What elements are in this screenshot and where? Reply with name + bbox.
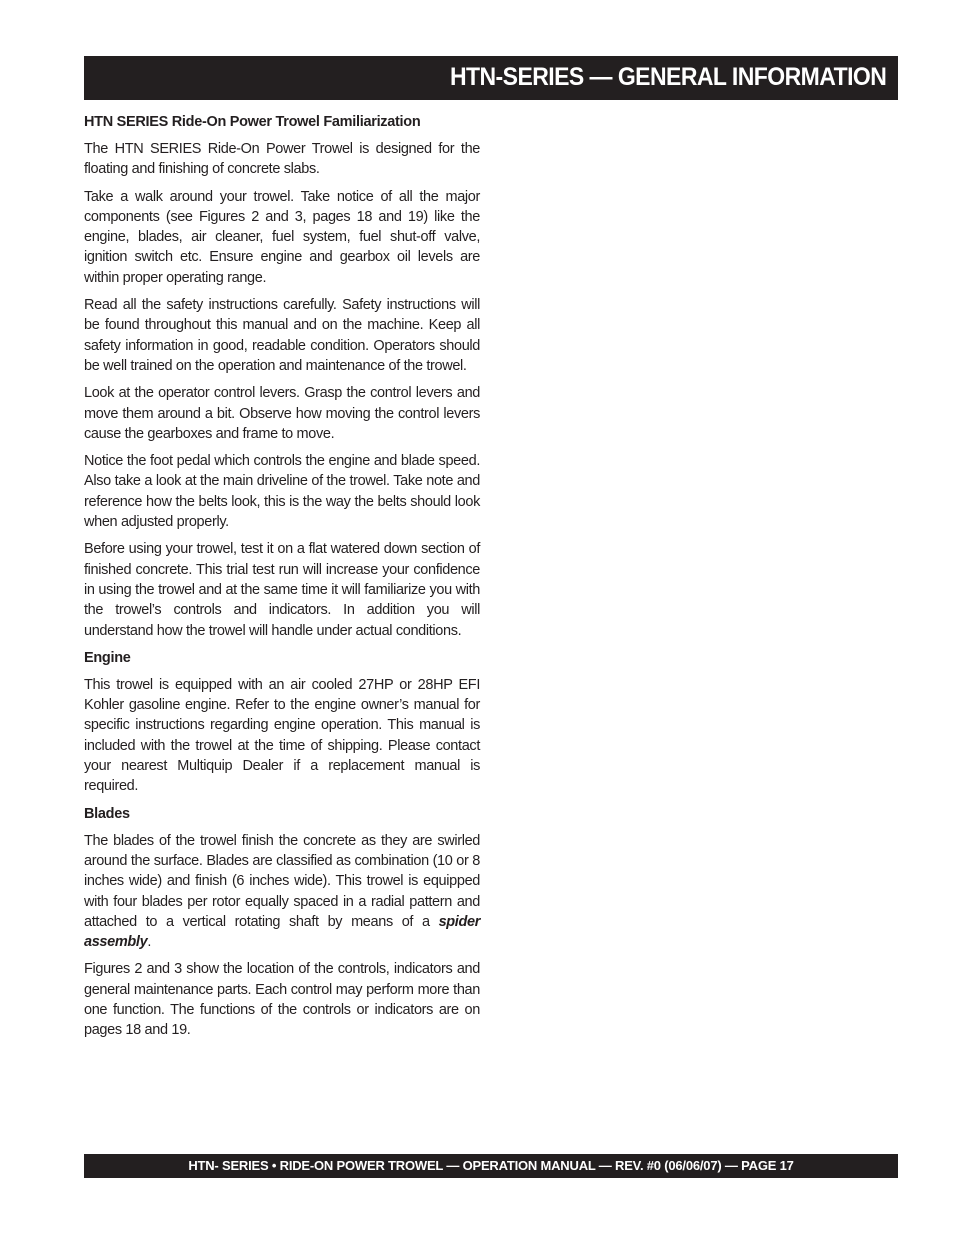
paragraph: Read all the safety instructions carefully. Safety instructions will be found throughout this manual and on the machine. Keep all safety information in good, readable condition. Operators should be well trained on the operation and maintenance of the trowel. [84,297,480,374]
paragraph-text: . [147,934,151,951]
paragraph: Look at the operator control levers. Grasp the control levers and move them around a bit. Observe how moving the control levers cause the gearboxes and frame to move. [84,385,480,442]
main-text-column [84,112,480,1048]
paragraph-text: The blades of the trowel finish the concrete as they are swirled around the surface. Blades are classified as combination (10 or 8 inches wide) and finish (6 inches wide). This trowel is equipped with four blades per rotor equally spaced in a radial pattern and attached to a vertical rotating shaft by means of a [84,832,480,930]
page-header-bar [84,56,898,100]
section-heading-engine: Engine [84,649,131,666]
emphasized-term: spider assembly [84,913,480,951]
paragraph: Take a walk around your trowel. Take notice of all the major components (see Figures 2 and 3, pages 18 and 19) like the engine, blades, air cleaner, fuel system, fuel shut-off valve, ignition switch etc. Ensure engine and gearbox oil levels are within proper operating range. [84,188,480,286]
paragraph: Figures 2 and 3 show the location of the controls, indicators and general maintenance parts. Each control may perform more than one function. The functions of the controls or indicators are on pages 18 and 19. [84,961,480,1039]
paragraph: Before using your trowel, test it on a flat watered down section of finished concrete. This trial test run will increase your confidence in using the trowel and at the same time it will familiarize you with the trowel’s controls and indicators. In addition you will understand how the trowel will handle under actual conditions. [84,541,480,639]
page-footer-bar [84,1154,898,1178]
footer-text: HTN- SERIES • RIDE-ON POWER TROWEL — OPERATION MANUAL — REV. #0 (06/06/07) — PAGE 17 [188,1158,794,1173]
paragraph-blades [84,831,480,953]
section-heading-familiarization: HTN SERIES Ride-On Power Trowel Familiarization [84,114,421,130]
paragraph: This trowel is equipped with an air cooled 27HP or 28HP EFI Kohler gasoline engine. Refer to the engine owner’s manual for specific instructions regarding engine operation. This manual is included with the trowel at the time of shipping. Please contact your nearest Multiquip Dealer if a replacement manual is required. [84,676,480,795]
paragraph: Notice the foot pedal which controls the engine and blade speed. Also take a look at the main driveline of the trowel. Take note and reference how the belts look, this is the way the belts should look when adjusted properly. [84,453,480,531]
section-heading-blades: Blades [84,805,130,822]
page-title: HTN-SERIES — GENERAL INFORMATION [449,63,886,91]
paragraph: The HTN SERIES Ride-On Power Trowel is designed for the floating and finishing of concrete slabs. [84,141,480,178]
